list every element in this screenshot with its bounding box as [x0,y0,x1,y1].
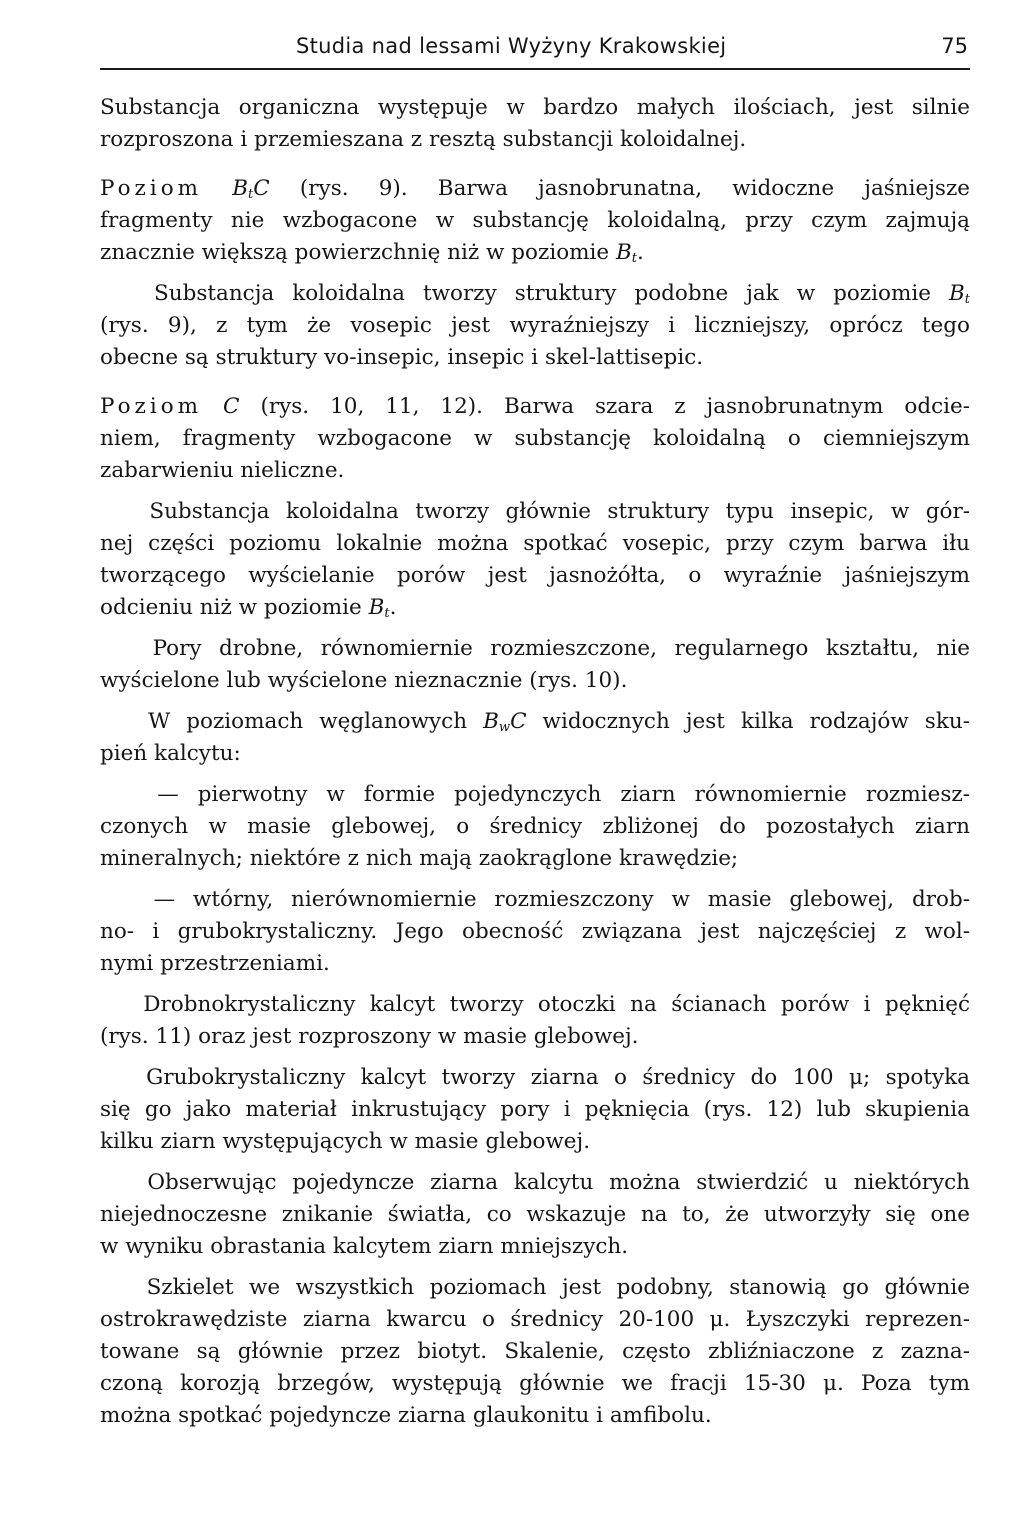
paragraph-organic-substance [100,92,970,156]
paragraph-insepic [100,496,970,624]
text-line: wyścielone lub wyścielone nieznacznie (rys. 10). [100,668,628,693]
text-line: czoną korozją brzegów, występują głównie we fracji 15-30 μ. Poza tym [100,1371,970,1396]
page-body [100,92,970,1432]
text-line: (rys. 9), z tym że vosepic jest wyraźniejszy i liczniejszy, oprócz tego [100,313,970,338]
paragraph-pores [100,633,970,697]
text-line: — wtórny, nierównomiernie rozmieszczony w masie glebowej, drob- [153,887,970,912]
section-lead: Poziom [100,394,203,419]
text-line: można spotkać pojedyncze ziarna glaukonitu i amfibolu. [100,1403,712,1428]
page-number: 75 [941,34,968,58]
text-line: Poziom C (rys. 10, 11, 12). Barwa szara z jasnobrunatnym odcie- [100,394,970,419]
text-line: się go jako materiał inkrustujący pory i pęknięcia (rys. 12) lub skupienia [100,1097,970,1122]
text-line: — pierwotny w formie pojedynczych ziarn równomiernie rozmiesz- [157,782,970,807]
running-header [100,32,970,70]
text-line: no- i grubokrystaliczny. Jego obecność związana jest najczęściej z wol- [100,919,970,944]
text-line: Drobnokrystaliczny kalcyt tworzy otoczki na ścianach porów i pęknięć [143,992,970,1017]
running-title: Studia nad lessami Wyżyny Krakowskiej [296,34,727,58]
text-line: pień kalcytu: [100,741,241,766]
text-line: ostrokrawędziste ziarna kwarcu o średnicy 20-100 μ. Łyszczyki reprezen- [100,1307,970,1332]
paragraph-skeleton [100,1272,970,1432]
paragraph-horizon-c [100,391,970,487]
text-line: nej części poziomu lokalnie można spotkać vosepic, przy czym barwa iłu [100,531,970,556]
text-line: w wyniku obrastania kalcytem ziarn mniejszych. [100,1234,629,1259]
text-line: obecne są struktury vo-insepic, insepic i skel-lattisepic. [100,345,704,370]
text-line: Obserwując pojedyncze ziarna kalcytu można stwierdzić u niektórych [147,1170,970,1195]
text-line: niem, fragmenty wzbogacone w substancję koloidalną o ciemniejszym [100,426,970,451]
paragraph-coarse-calcite [100,1062,970,1158]
text-line: Grubokrystaliczny kalcyt tworzy ziarna o średnicy do 100 μ; spotyka [146,1065,970,1090]
text-line: Substancja koloidalna tworzy głównie struktury typu insepic, w gór- [149,499,970,524]
text-line: mineralnych; niektóre z nich mają zaokrąglone krawędzie; [100,846,739,871]
text-line: kilku ziarn występujących w masie glebowej. [100,1129,591,1154]
text-line: odcieniu niż w poziomie $B_t$. [100,595,397,621]
text-line: Substancja organiczna występuje w bardzo małych ilościach, jest silnie [100,95,970,120]
text-line: Szkielet we wszystkich poziomach jest podobny, stanowią go głównie [146,1275,970,1300]
text-line: Substancja koloidalna tworzy struktury podobne jak w poziomie $B_t$ [154,281,970,307]
text-line: tworzącego wyścielanie porów jest jasnożółta, o wyraźnie jaśniejszym [100,563,970,588]
text-line: niejednoczesne znikanie światła, co wskazuje na to, że utworzyły się one [100,1202,970,1227]
text-line: fragmenty nie wzbogacone w substancję koloidalną, przy czym zajmują [100,208,970,233]
text-line: Pory drobne, równomiernie rozmieszczone, regularnego kształtu, nie [152,636,970,661]
text-line: Poziom $B_tC$ (rys. 9). Barwa jasnobrunatna, widoczne jaśniejsze [100,176,970,202]
list-item-primary-calcite [100,779,970,875]
paragraph-fine-calcite [100,989,970,1053]
list-item-secondary-calcite [100,884,970,980]
paragraph-carbonate-horizons [100,706,970,770]
text-line: rozproszona i przemieszana z resztą substancji koloidalnej. [100,127,747,152]
text-line: nymi przestrzeniami. [100,951,330,976]
text-line: zabarwieniu nieliczne. [100,458,345,483]
text-line: (rys. 11) oraz jest rozproszony w masie glebowej. [100,1024,639,1049]
text-line: towane są głównie przez biotyt. Skalenie, często zbliźniaczone z zazna- [100,1339,970,1364]
section-lead: Poziom [100,176,203,201]
paragraph-horizon-btc [100,173,970,269]
paragraph-colloidal-structures [100,278,970,374]
text-line: znacznie większą powierzchnię niż w poziomie $B_t$. [100,240,644,266]
paragraph-extinction [100,1167,970,1263]
text-line: W poziomach węglanowych $B_wC$ widocznych jest kilka rodzajów sku- [148,709,970,735]
horizon-symbol: $B_tC$ [232,176,270,202]
text-line: czonych w masie glebowej, o średnicy zbliżonej do pozostałych ziarn [100,814,970,839]
